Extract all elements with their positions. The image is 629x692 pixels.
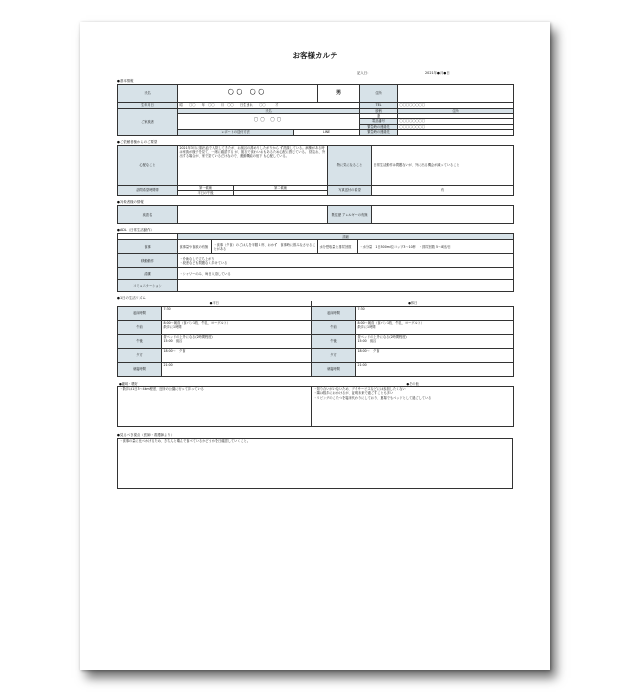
relation-header: 続柄 (360, 109, 398, 114)
rhythm-holiday-value: 18:00〜 夕食 (356, 348, 514, 362)
comm-label: コミュニケーション (118, 280, 178, 292)
birth-label: 生年月日 (118, 103, 178, 109)
rhythm-weekday-value: 21:00 (162, 362, 312, 376)
rhythm-row-label: 就寝時間 (312, 362, 356, 376)
entry-date-row (117, 70, 513, 76)
name-label: 氏名 (118, 85, 178, 103)
contact-value-2 (398, 129, 514, 135)
section-request-heading: ●ご依頼者様からのご要望 (117, 139, 158, 144)
rhythm-table (117, 301, 514, 377)
section-target-heading: ●対象者様の情報 (117, 200, 144, 205)
meal-water-text: ・水分量 1日500ml位コップ3〜10杯 ・排尿回数 5〜8回/日 (358, 240, 514, 254)
holiday-header: ●休日 (312, 301, 514, 306)
rhythm-holiday-value: 昼ベッドの上外になる(2時間程度) 15:00 風呂 (356, 334, 514, 348)
worry-text: 2021年3月に脳出血で入院してきたが、お風呂の滑めりしたがりから ず洗顔している。病棟がある時は家族が様子を見て、一緒に確認する が、脱衣で食わいおもあるため心配に感じている。 昼忘れ、外出する場合が、家で窓ているだけなので、運動機能の低下 も心配している。 (178, 145, 328, 185)
disease-value (178, 206, 328, 224)
family-name-header: 氏名 (178, 109, 360, 114)
rhythm-row-label: 午前 (118, 320, 162, 334)
rhythm-row-label: 夕方 (118, 348, 162, 362)
family-address-header: 住所 (398, 109, 514, 114)
contact-label: 緊急時の連絡先 (360, 124, 398, 129)
karte-form (117, 50, 513, 489)
visit-first-header: 第一候補 (178, 185, 234, 190)
rhythm-weekday-value: 18:00〜 夕食 (162, 348, 312, 362)
adl-detail-header: 詳細 (178, 234, 514, 240)
other-heading: ●その他 (406, 381, 419, 386)
rhythm-holiday-value: 21:00 (356, 362, 514, 376)
family-name-value: 〇〇 〇〇 (178, 114, 360, 130)
name-value: 〇〇 〇〇 (178, 85, 318, 103)
tel-label: TEL (360, 103, 398, 109)
adl-table (117, 233, 514, 292)
photo-value: 有 (372, 185, 514, 195)
rhythm-weekday-value: 8:00〜朝食（食パン1枚、牛乳、ヨーグルト） 散歩に1時間 (162, 320, 312, 334)
phone-label: 電話番号 (360, 119, 398, 124)
visit-label: 訪問希望時間帯 (118, 185, 178, 195)
page-title: お客様カルテ (292, 51, 338, 60)
move-label: 移動動作 (118, 254, 178, 268)
allergy-label: 既往歴 アレルギーの有無 (328, 206, 372, 224)
rhythm-row-label: 就寝時間 (118, 362, 162, 376)
rhythm-weekday-value: 昼ベッドの上外になる(2時間程度) 15:00 風呂 (162, 334, 312, 348)
relation-value: 妻 (360, 114, 398, 119)
rhythm-holiday-value: 8:00〜朝食（食パン1枚、牛乳、ヨーグルト） 散歩に1時間 (356, 320, 514, 334)
special-label: 特に気になること (328, 145, 372, 185)
rhythm-row-label: 起床時間 (312, 306, 356, 320)
rhythm-row-label: 起床時間 (118, 306, 162, 320)
other-text: ・知り合いがいないため、デイサービスなどには参加したくない ・隣は数歩におかけるが、証明未来で過ごすことも多い ・リビングのこたつを寝床代わりにしており、夏場でもベッドとして過ごしている (312, 387, 514, 427)
visit-first-value: 平日の午後 (178, 191, 234, 196)
section-adl-heading: ●ADL（日常生活動作） (117, 228, 154, 233)
target-table (117, 205, 514, 224)
meal-appetite-text: ・食事（夕食）のごはんを半膳１杯、おかず 食事時に飲みなさせることがある (212, 240, 318, 254)
contact-label-2: 緊急時の連絡先 (360, 129, 398, 135)
bath-label: 清潔 (118, 268, 178, 280)
disease-label: 疾患名 (118, 206, 178, 224)
request-table (117, 145, 514, 196)
document-page (80, 22, 550, 670)
section-basic-heading: ●基本情報 (117, 79, 134, 83)
rhythm-weekday-value: 7:30 (162, 306, 312, 320)
rhythm-row-label: 午前 (312, 320, 356, 334)
notes-text: ・食事の量に比べかげるため、きちんと噛んで食べているかどうかを日確認していくこと。 (118, 439, 513, 489)
worry-label: 心配なこと (118, 145, 178, 185)
gender-value: 男 (318, 85, 360, 103)
basic-info-table (117, 84, 514, 136)
report-value: LINE (294, 129, 360, 135)
meal-water-label: 水分摂取量と排尿回数 (318, 240, 358, 254)
hobby-heading: ●趣味・嗜好 (119, 381, 138, 386)
address-value (398, 85, 514, 103)
notes-table (117, 438, 513, 489)
birth-value: 昭 〇〇 年 〇〇 月 〇〇 日生まれ 〇〇 才 (178, 103, 360, 109)
rhythm-row-label: 午後 (118, 334, 162, 348)
address-label: 住所 (360, 85, 398, 103)
comm-text (178, 280, 514, 292)
phone-value: 〇〇〇〇〇〇〇〇 (398, 119, 514, 124)
photo-label: 写真送付の希望 (328, 185, 372, 195)
rhythm-row-label: 午後 (312, 334, 356, 348)
special-text: 日常生活動作は問題ないが、外に出る機会が減っていること (372, 145, 514, 185)
rhythm-row-label: 夕方 (312, 348, 356, 362)
meal-appetite-label: 食事量や食欲の有無 (178, 240, 212, 254)
weekday-header: ●平日 (118, 301, 312, 306)
section-notes-heading: ●見るべき視点（医師・看護師より） (117, 433, 175, 438)
bath-text: ・シャワーのみ、毎日入浴している (178, 268, 514, 280)
visit-second-value (234, 191, 328, 196)
visit-second-header: 第二候補 (234, 185, 328, 190)
tel-value: 〇〇〇〇〇〇〇〇 (398, 103, 514, 109)
move-text: ・介助なしで立ち上がり ・段差なども問題なく歩けている (178, 254, 514, 268)
entry-date-value: 2021年●月●日 (425, 71, 450, 75)
report-label: レポートの送付方法 (178, 129, 294, 135)
section-rhythm-heading: ●1日の生活リズム (117, 296, 146, 301)
contact-value: 〇〇〇〇〇〇〇〇 (398, 124, 514, 129)
hobby-table (117, 382, 514, 428)
hobby-text: ・散歩は1日3〜4km程度、近所の公園に行って歩っている (118, 387, 312, 427)
meal-label: 食事 (118, 240, 178, 254)
family-label: ご家族者 (118, 109, 178, 136)
rhythm-holiday-value: 7:30 (356, 306, 514, 320)
allergy-value (372, 206, 514, 224)
entry-date-label: 記入日： (357, 71, 371, 75)
